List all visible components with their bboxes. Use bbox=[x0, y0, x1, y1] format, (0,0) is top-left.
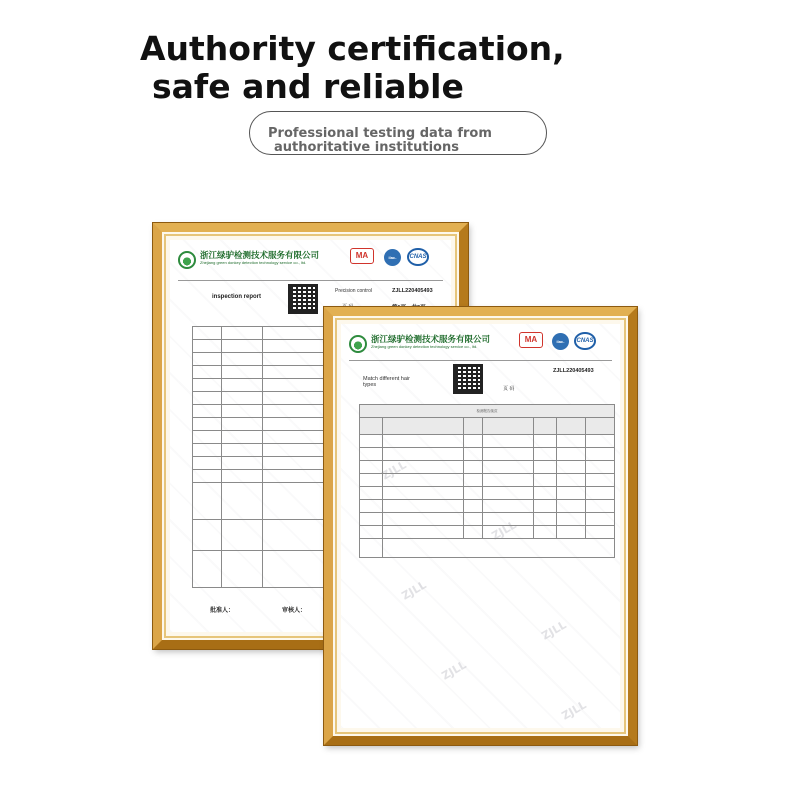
watermark: ZJLL bbox=[379, 458, 409, 483]
results-table bbox=[359, 404, 615, 558]
watermark: ZJLL bbox=[559, 698, 589, 723]
report-number: ZJLL220405493 bbox=[392, 288, 433, 294]
watermark: ZJLL bbox=[539, 618, 569, 643]
reviewer-label: 审核人： bbox=[282, 608, 307, 614]
headline bbox=[140, 30, 565, 106]
qr-code bbox=[453, 364, 483, 394]
section-title: 检测报告续页 bbox=[360, 405, 615, 418]
subtitle-line-1: Professional testing data from bbox=[268, 126, 492, 141]
page-label: 页 码 bbox=[503, 386, 515, 392]
org-name-en: Zhejiang green donkey detection technology service co., ltd. bbox=[200, 260, 307, 265]
front-certificate-frame bbox=[324, 307, 637, 745]
lab-logo-icon bbox=[349, 335, 367, 353]
info-table bbox=[192, 326, 332, 588]
org-name-en: Zhejiang green donkey detection technology service co., ltd. bbox=[371, 344, 478, 349]
header-rule bbox=[349, 360, 612, 361]
org-name-cn: 浙江绿驴检测技术服务有限公司 bbox=[371, 335, 491, 345]
match-label: Match different hair types bbox=[363, 376, 410, 388]
approved-label: 批准人： bbox=[210, 608, 235, 614]
cnas-logo-icon: CNAS bbox=[574, 332, 596, 350]
subtitle bbox=[268, 127, 492, 155]
report-number: ZJLL220405493 bbox=[553, 368, 594, 374]
ilac-logo-icon: ilac-MRA bbox=[552, 333, 569, 350]
back-certificate-header bbox=[178, 248, 443, 278]
front-certificate-header bbox=[349, 332, 612, 362]
watermark: ZJLL bbox=[489, 518, 519, 543]
headline-line-1: Authority certification, bbox=[140, 29, 565, 68]
inspection-label: inspection report bbox=[212, 294, 262, 300]
ma-logo-icon: MA bbox=[519, 332, 543, 348]
precision-label: Precision control bbox=[335, 288, 372, 294]
lab-logo-icon bbox=[178, 251, 196, 269]
headline-line-2: safe and reliable bbox=[152, 67, 464, 106]
qr-code bbox=[288, 284, 318, 314]
ma-logo-icon: MA bbox=[350, 248, 374, 264]
org-name-cn: 浙江绿驴检测技术服务有限公司 bbox=[200, 251, 320, 261]
ilac-logo-icon: ilac-MRA bbox=[384, 249, 401, 266]
front-certificate-paper bbox=[341, 324, 620, 728]
header-rule bbox=[178, 280, 443, 281]
watermark: ZJLL bbox=[399, 578, 429, 603]
subtitle-line-2: authoritative institutions bbox=[274, 140, 459, 155]
watermark: ZJLL bbox=[439, 658, 469, 683]
cnas-logo-icon: CNAS bbox=[407, 248, 429, 266]
